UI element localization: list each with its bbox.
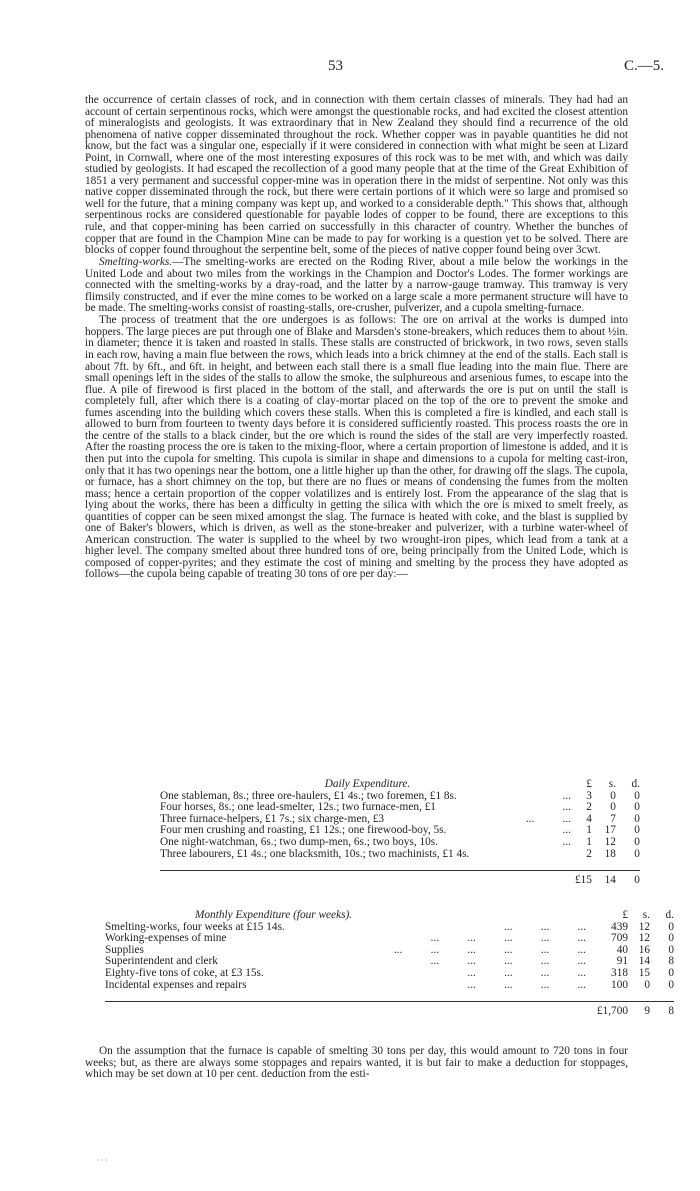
shilling-unit: s.	[642, 909, 650, 921]
monthly-item-pence: 0	[668, 920, 674, 933]
page-header	[0, 58, 700, 78]
monthly-item-shillings: 16	[638, 943, 650, 956]
daily-leader-dots: ...	[562, 835, 571, 848]
monthly-leader-dots: ... ... ...	[504, 920, 586, 933]
monthly-item-description	[105, 980, 590, 992]
monthly-item-shillings: 12	[638, 920, 650, 933]
daily-item-pence: 0	[634, 847, 640, 860]
daily-expenditure-table	[160, 779, 640, 887]
monthly-item-pence: 0	[668, 978, 674, 991]
monthly-item-pence: 8	[668, 955, 674, 968]
monthly-item-text: Eighty-five tons of coke, at £3 15s.	[105, 966, 264, 979]
body-text-continued	[85, 1046, 628, 1081]
pound-unit: £	[586, 778, 592, 790]
monthly-item-pounds: 709	[611, 932, 628, 945]
daily-item-shillings: 0	[610, 801, 616, 814]
page-specks: · · ·	[96, 1156, 108, 1165]
monthly-item-shillings: 0	[644, 978, 650, 991]
paragraph-serpentine: the occurrence of certain classes of rock, and in connection with them certain classes of minerals. They had had an account of certain serpentinous rocks, which were amongst the questionable rocks, and had excited the closest attention of mineralogists and geologists. It was extraordinary that in New Zealand they should find a recurrence of the old phenomena of native copper disseminated throughout the rock. Whether copper was in payable quantities he did not know, but the fact was a singular one, especially if it were considered in connection with what might be seen at Lizard Point, in Cornwall, where one of the most interesting exposures of this rock was to be met with, and which was daily studied by geologists. It had escaped the recollection of a good many people that at the time of the Great Exhibition of 1851 a very permanent and successful copper-mine was in operation there in the midst of serpentine. Not only was this native copper disseminated through the rock, but there were certain portions of it which were so large and promised so well for the future, that a mining company was kept up, and worked to a considerable depth." This shows that, although serpentinous rocks are considered questionable for payable lodes of copper to be found, there are exceptions to this rule, and that copper-mining has been carried on successfully in this character of country. Whether the bunches of copper that are found in the Champion Mine can be made to pay for working is a question yet to be solved. There are blocks of copper found throughout the serpentine belt, some of the pieces of native copper found being over 3cwt.	[85, 94, 628, 257]
daily-item-description	[160, 849, 575, 861]
daily-total-shillings: 14	[592, 871, 616, 887]
daily-item-text: Three furnace-helpers, £1 7s.; six charge-men, £3	[160, 812, 385, 825]
daily-item-shillings: 7	[610, 812, 616, 825]
pound-unit: £	[622, 909, 628, 921]
pence-unit: d.	[631, 778, 640, 790]
monthly-item-shillings: 14	[638, 955, 650, 968]
monthly-item-shillings: 15	[638, 966, 650, 979]
monthly-item-pence: 0	[668, 932, 674, 945]
daily-expenditure-title: Daily Expenditure.	[324, 778, 411, 790]
shilling-unit: s.	[608, 778, 616, 790]
monthly-leader-dots: ... ... ... ... ...	[430, 932, 586, 945]
daily-item-shillings: 12	[604, 835, 616, 848]
monthly-item-pounds: 439	[611, 920, 628, 933]
monthly-item-shillings: 12	[638, 932, 650, 945]
spacer-row	[105, 991, 674, 1002]
daily-item-pence: 0	[634, 812, 640, 825]
monthly-expenditure-title: Monthly Expenditure (four weeks).	[195, 909, 353, 921]
monthly-leader-dots: ... ... ... ...	[467, 966, 586, 979]
daily-item-text: Four horses, 8s.; one lead-smelter, 12s.; two furnace-men, £1	[160, 801, 436, 814]
daily-item-shillings: 18	[604, 847, 616, 860]
smelting-works-heading: Smelting-works.	[99, 256, 173, 269]
daily-item-pence: 0	[634, 789, 640, 802]
paragraph-smelting-works	[85, 257, 628, 315]
monthly-item-pence: 0	[668, 943, 674, 956]
monthly-item-pounds: 318	[611, 966, 628, 979]
daily-leader-dots: ... ...	[525, 812, 571, 825]
monthly-item-pounds: 100	[611, 978, 628, 991]
monthly-item-pence: 0	[668, 966, 674, 979]
monthly-expenditure-table	[105, 910, 674, 1018]
monthly-item-text: Superintendent and clerk	[105, 955, 218, 968]
daily-item-pounds: 2	[586, 847, 592, 860]
daily-item-pence: 0	[634, 835, 640, 848]
daily-item-pounds: 3	[586, 789, 592, 802]
paragraph-furnace-capacity: On the assumption that the furnace is capable of smelting 30 tons per day, this would amount to 720 tons in four weeks; but, as there are always some stoppages and repairs wanted, it is but fair to make a deduction for stoppages, which may be set down at 10 per cent. deduction from the esti-	[85, 1045, 628, 1081]
document-reference: C.—5.	[623, 58, 664, 74]
daily-item-pence: 0	[634, 824, 640, 837]
monthly-total-pounds: £1,700	[590, 1002, 628, 1018]
body-text	[85, 95, 628, 581]
paragraph-treatment-process: The process of treatment that the ore undergoes is as follows: The ore on arrival at the works is dumped into hoppers. The large pieces are put through one of Blake and Marsden's stone-breakers, which reduces them to about ½in. in diameter; thence it is taken and roasted in stalls. These stalls are constructed of brickwork, in two rows, seven stalls in each row, having a main flue between the rows, which leads into a brick chimney at the end of the stalls. Each stall is about 7ft. by 6ft., and 6ft. in height, and between each stall there is a small flue leading into the main flue. There are small openings left in the sides of the stalls to allow the smoke, the sulphureous and arsenious fumes, to escape into the flue. A pile of firewood is first placed in the bottom of the stall, and afterwards the ore is put on until the stall is completely full, after which there is a coating of clay-mortar placed on the top of the ore to prevent the smoke and fumes ascending into the building which covers these stalls. When this is completed a fire is kindled, and each stall is allowed to burn from fourteen to twenty days before it is considered sufficiently roasted. This process roasts the ore in the centre of the stalls to a black cinder, but the ore which is round the sides of the stall are very imperfectly roasted. After the roasting process the ore is taken to the mixing-floor, where a certain proportion of limestone is added, and it is then put into the cupola for smelting. This cupola is similar in shape and dimensions to a cupola for melting cast-iron, only that it has two openings near the bottom, one a little higher up than the other, for drawing off the slags. The cupola, or furnace, has a short chimney on the top, but there are no flues or means of condensing the fumes from the molten mass; hence a certain proportion of the copper volatilizes and is entirely lost. From the appearance of the slag that is lying about the works, there has been a difficulty in getting the silica with which the ore is mixed to smelt freely, as quantities of copper can be seen mixed amongst the slag. The furnace is heated with coke, and the blast is supplied by one of Baker's blowers, which is driven, as well as the stone-breaker and pulverizer, with a turbine water-wheel of American construction. The water is supplied to the wheel by two wrought-iron pipes, which lead from a tank at a higher level. The company smelted about three hundred tons of ore, being principally from the United Lode, which is composed of copper-pyrites; and they estimate the cost of mining and smelting by the process they have adopted as follows—the cupola being capable of treating 30 tons of ore per day:—	[85, 314, 628, 581]
monthly-leader-dots: ... ... ... ...	[467, 978, 586, 991]
page-number: 53	[328, 58, 343, 74]
daily-leader-dots: ...	[562, 801, 571, 814]
monthly-item-text: Working-expenses of mine	[105, 932, 227, 945]
monthly-row	[105, 980, 674, 992]
monthly-total-pence: 8	[650, 1002, 674, 1018]
daily-total-pence: 0	[616, 871, 640, 887]
monthly-item-text: Incidental expenses and repairs	[105, 978, 247, 991]
daily-leader-dots: ...	[562, 824, 571, 837]
monthly-leader-dots: ... ... ... ... ...	[430, 955, 586, 968]
daily-item-shillings: 17	[604, 824, 616, 837]
monthly-item-text: Supplies	[105, 943, 144, 956]
monthly-row	[105, 933, 674, 945]
monthly-leader-dots: ... ... ... ... ... ...	[393, 943, 586, 956]
paragraph-smelting-works-text: The smelting-works are erected on the Roding River, about a mile below the workings in the United Lode and about two miles from the workings in the Champion and Doctor's Lodes. The former workings are connected with the smelting-works by a dray-road, and the latter by a narrow-gauge tramway. This tramway is very flimsily constructed, and if ever the mine comes to be worked on a large scale a more permanent structure will have to be made. The smelting-works consist of roasting-stalls, ore-crusher, pulverizer, and a cupola smelting-furnace.	[85, 256, 628, 315]
daily-item-shillings: 0	[610, 789, 616, 802]
daily-item-text: One night-watchman, 6s.; two dump-men, 6s.; two boys, 10s.	[160, 835, 439, 848]
pence-unit: d.	[665, 909, 674, 921]
monthly-total-row	[105, 1002, 674, 1018]
daily-item-text: One stableman, 8s.; three ore-haulers, £1 4s.; two foremen, £1 8s.	[160, 789, 457, 802]
daily-row	[160, 849, 640, 861]
daily-item-text: Four men crushing and roasting, £1 12s.; one firewood-boy, 5s.	[160, 824, 447, 837]
monthly-item-text: Smelting-works, four weeks at £15 14s.	[105, 920, 285, 933]
daily-item-pounds: 1	[586, 824, 592, 837]
daily-item-pence: 0	[634, 801, 640, 814]
daily-item-pounds: 4	[586, 812, 592, 825]
monthly-item-pounds: 40	[616, 943, 628, 956]
daily-item-text: Three labourers, £1 4s.; one blacksmith, 10s.; two machinists, £1 4s.	[160, 847, 470, 860]
heading-dash: —	[172, 256, 184, 269]
daily-total-row	[160, 871, 640, 887]
daily-item-pounds: 1	[586, 835, 592, 848]
daily-item-pounds: 2	[586, 801, 592, 814]
daily-total-pounds: £15	[575, 871, 592, 887]
spacer-row	[160, 860, 640, 871]
monthly-item-pounds: 91	[616, 955, 628, 968]
monthly-total-shillings: 9	[628, 1002, 650, 1018]
daily-leader-dots: ...	[562, 789, 571, 802]
